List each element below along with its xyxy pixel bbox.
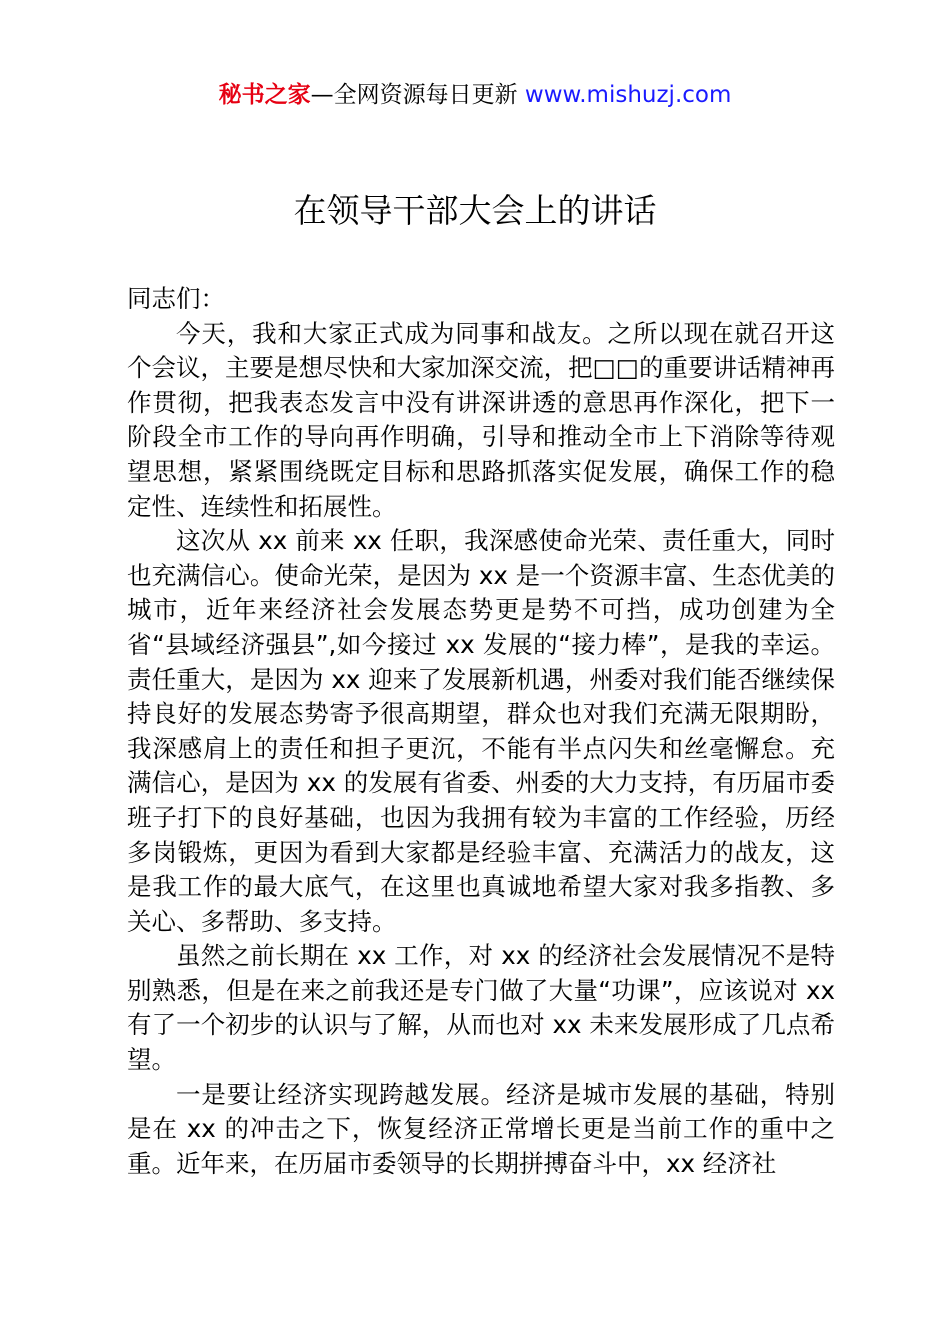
site-tagline: —全网资源每日更新 [310,82,525,108]
site-header [0,78,950,112]
site-brand: 秘书之家 [218,82,311,108]
body-paragraph: 虽然之前长期在 xx 工作，对 xx 的经济社会发展情况不是特别熟悉，但是在来之前我还是专门做了大量“功课”，应该说对 xx 有了一个初步的认识与了解，从而也对 xx 未来发展形成了几点希望。 [127,941,835,1075]
body-paragraph: 这次从 xx 前来 xx 任职，我深感使命光荣、责任重大，同时也充满信心。使命光荣，是因为 xx 是一个资源丰富、生态优美的城市，近年来经济社会发展态势更是势不可挡，成功创建为全省“县域经济强县”,如今接过 xx 发展的“接力棒”，是我的幸运。责任重大，是因为 xx 迎来了发展新机遇，州委对我们能否继续保持良好的发展态势寄予很高期望，群众也对我们充满无限期盼，我深感肩上的责任和担子更沉，不能有半点闪失和丝毫懈怠。充满信心，是因为 xx 的发展有省委、州委的大力支持，有历届市委班子打下的良好基础，也因为我拥有较为丰富的工作经验，历经多岗锻炼，更因为看到大家都是经验丰富、充满活力的战友，这是我工作的最大底气，在这里也真诚地希望大家对我多指教、多关心、多帮助、多支持。 [127,526,835,936]
salutation: 同志们： [127,284,225,313]
site-url-link[interactable]: www.mishuzj.com [524,82,732,108]
document-title: 在领导干部大会上的讲话 [293,191,657,230]
document-body [127,282,835,1181]
body-paragraph: 一是要让经济实现跨越发展。经济是城市发展的基础，特别是在 xx 的冲击之下，恢复经济正常增长更是当前工作的重中之重。近年来，在历届市委领导的长期拼搏奋斗中，xx 经济社 [127,1079,835,1178]
body-paragraph: 今天，我和大家正式成为同事和战友。之所以现在就召开这个会议，主要是想尽快和大家加深交流，把□□的重要讲话精神再作贯彻，把我表态发言中没有讲深讲透的意思再作深化，把下一阶段全市工作的导向再作明确，引导和推动全市上下消除等待观望思想，紧紧围绕既定目标和思路抓落实促发展，确保工作的稳定性、连续性和拓展性。 [127,318,835,521]
